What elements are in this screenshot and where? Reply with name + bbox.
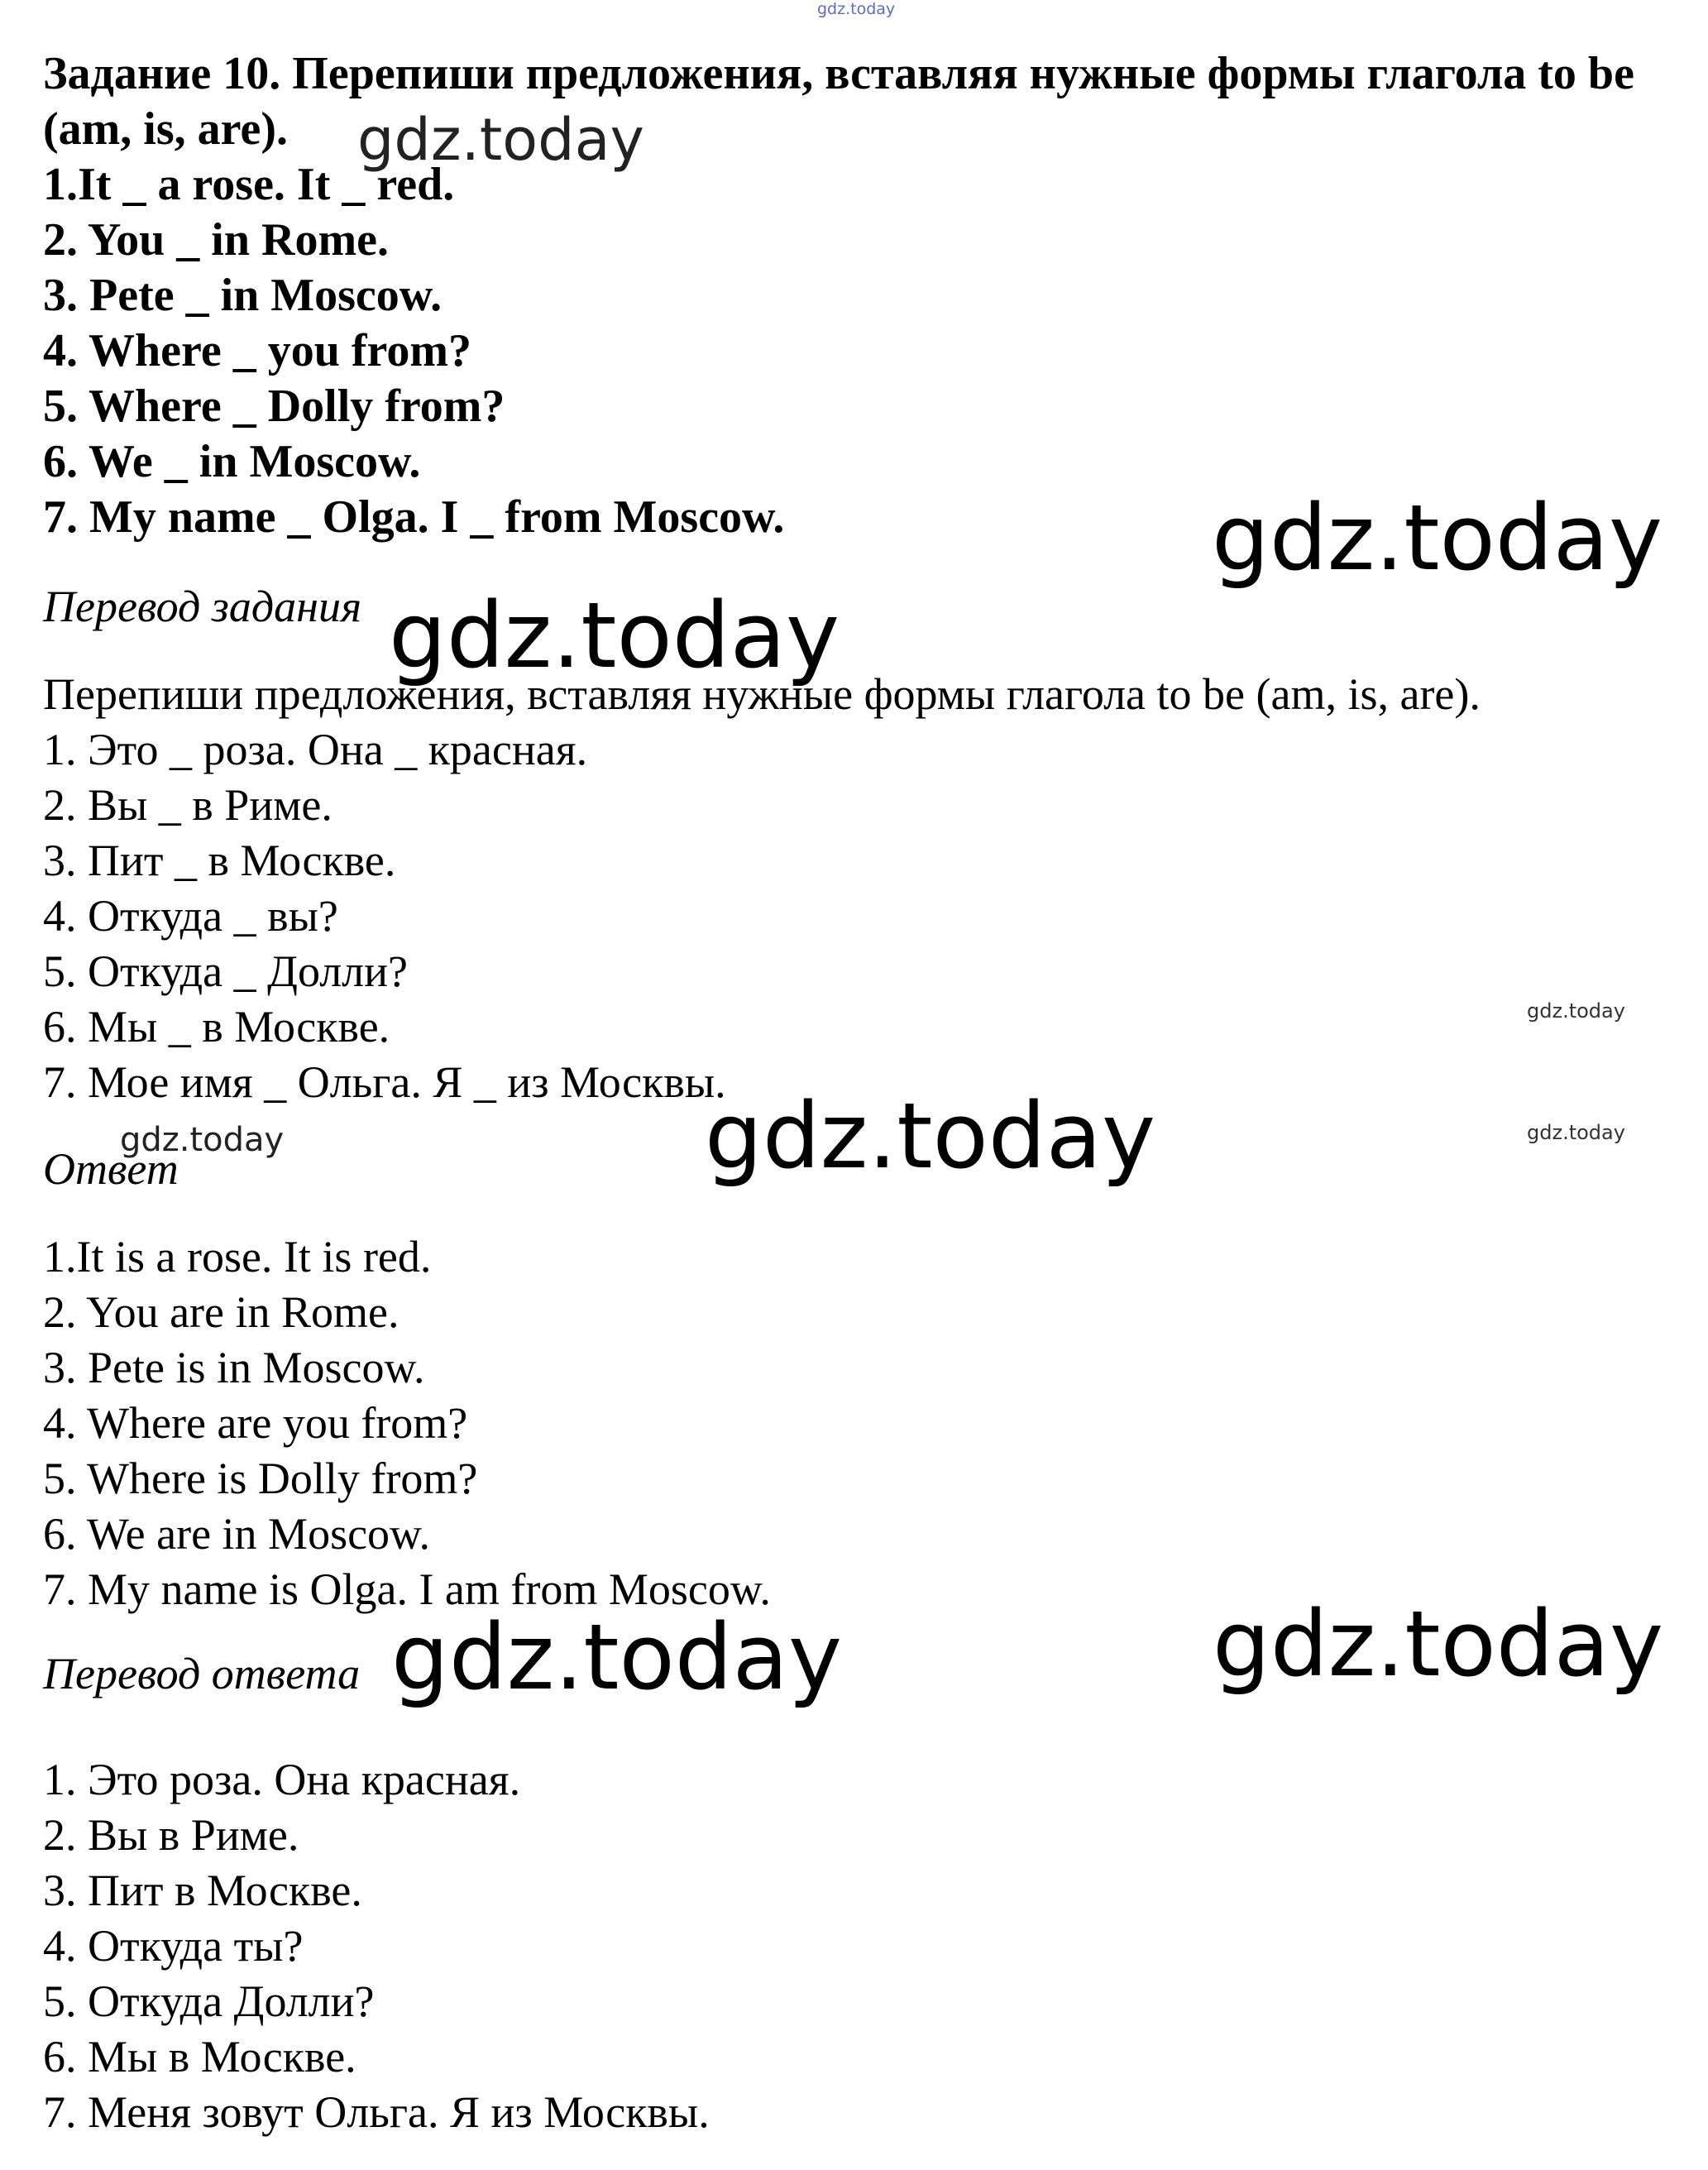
answer-heading: Ответ — [43, 1144, 179, 1194]
answer-sentence: 4. Where are you from? — [43, 1398, 468, 1448]
answer-translation-sentence: 3. Пит в Москве. — [43, 1866, 362, 1915]
task-translation-sentence: 2. Вы _ в Риме. — [43, 780, 333, 830]
task-translation-sentence: 7. Мое имя _ Ольга. Я _ из Москвы. — [43, 1057, 726, 1107]
task-sentence: 5. Where _ Dolly from? — [43, 381, 505, 432]
watermark: gdz.today — [391, 1604, 843, 1710]
task-translation-heading: Перевод задания — [43, 582, 362, 631]
answer-translation-sentence: 5. Откуда Долли? — [43, 1976, 375, 2026]
task-sentence: 2. You _ in Rome. — [43, 214, 389, 266]
watermark: gdz.today — [1213, 1591, 1664, 1697]
task-translation-sentence: 1. Это _ роза. Она _ красная. — [43, 725, 588, 774]
task-translation-sentence: 3. Пит _ в Москве. — [43, 836, 396, 885]
answer-translation-heading: Перевод ответа — [43, 1649, 361, 1698]
answer-translation-sentence: 1. Это роза. Она красная. — [43, 1755, 521, 1804]
answer-sentence: 2. You are in Rome. — [43, 1287, 399, 1337]
answer-sentence: 6. We are in Moscow. — [43, 1509, 431, 1559]
answer-sentence: 7. My name is Olga. I am from Moscow. — [43, 1564, 771, 1614]
task-translation-sentence: 5. Откуда _ Долли? — [43, 946, 408, 996]
answer-translation-sentence: 2. Вы в Риме. — [43, 1810, 299, 1860]
watermark: gdz.today — [705, 1083, 1156, 1189]
task-title: Задание 10. Перепиши предложения, вставляя нужные формы глагола to be (am, is, are). — [43, 48, 1634, 155]
task-sentence: 4. Where _ you from? — [43, 325, 471, 376]
watermark: gdz.today — [357, 106, 644, 174]
answer-translation-sentence: 7. Меня зовут Ольга. Я из Москвы. — [43, 2087, 710, 2137]
watermark: gdz.today — [1527, 999, 1625, 1023]
watermark: gdz.today — [120, 1121, 285, 1159]
task-translation-list — [43, 722, 726, 1110]
answer-sentence: 5. Where is Dolly from? — [43, 1454, 478, 1503]
answer-sentence: 1.It is a rose. It is red. — [43, 1232, 432, 1281]
task-sentence: 7. My name _ Olga. I _ from Moscow. — [43, 491, 785, 543]
answer-translation-sentence: 4. Откуда ты? — [43, 1921, 304, 1971]
task-translation-sentence: 4. Откуда _ вы? — [43, 891, 338, 941]
watermark: gdz.today — [389, 582, 840, 688]
answer-translation-list — [43, 1752, 710, 2140]
answer-sentence: 3. Pete is in Moscow. — [43, 1343, 425, 1392]
watermark: gdz.today — [1527, 1121, 1625, 1144]
task-sentence: 1.It _ a rose. It _ red. — [43, 159, 455, 210]
task-sentence: 6. We _ in Moscow. — [43, 436, 421, 487]
answer-translation-sentence: 6. Мы в Москве. — [43, 2032, 356, 2081]
task-sentence-list — [43, 157, 784, 545]
answer-list — [43, 1229, 771, 1617]
task-translation-sentence: 6. Мы _ в Москве. — [43, 1002, 390, 1051]
task-sentence: 3. Pete _ in Moscow. — [43, 270, 443, 321]
watermark: gdz.today — [1212, 485, 1663, 591]
task-translation-intro: Перепиши предложения, вставляя нужные формы глагола to be (am, is, are). — [43, 669, 1481, 719]
watermark: gdz.today — [817, 0, 896, 18]
